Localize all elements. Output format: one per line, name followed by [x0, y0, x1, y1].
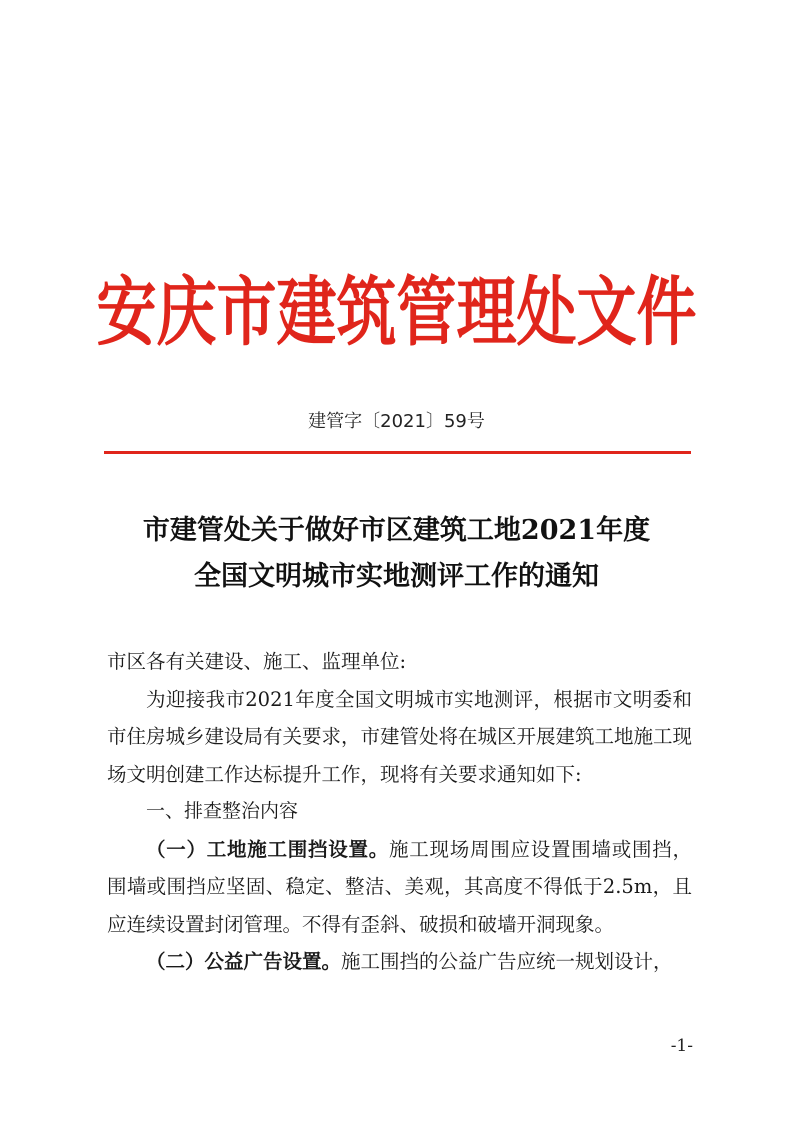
item-1-text: 施工现场周围应设置围墙或围挡，围墙或围挡应坚固、稳定、整洁、美观，其高度不得低于2.5m，且应连续设置封闭管理。不得有歪斜、破损和破墙开洞现象。: [107, 837, 692, 936]
notice-title-line-1: 市建管处关于做好市区建筑工地2021年度: [142, 515, 651, 546]
item-2-paragraph: [107, 943, 692, 981]
item-1-paragraph: [107, 831, 692, 944]
notice-title: [0, 508, 793, 600]
recipients-line: 市区各有关建设、施工、监理单位:: [107, 650, 407, 673]
page-number: -1-: [670, 1036, 693, 1056]
document-header-title: 安庆市建筑管理处文件: [96, 269, 697, 357]
item-2-text: 施工围挡的公益广告应统一规划设计，: [341, 950, 673, 973]
notice-title-line-2: 全国文明城市实地测评工作的通知: [194, 561, 599, 592]
document-body: [107, 643, 692, 981]
document-number: 建管字〔2021〕59号: [308, 411, 485, 432]
item-2-heading: （二）公益广告设置。: [146, 950, 342, 973]
header-divider-line: [104, 451, 691, 454]
item-1-heading: （一）工地施工围挡设置。: [146, 837, 389, 861]
intro-paragraph: 为迎接我市2021年度全国文明城市实地测评，根据市文明委和市住房城乡建设局有关要求，市建管处将在城区开展建筑工地施工现场文明创建工作达标提升工作，现将有关要求通知如下:: [107, 687, 693, 786]
section-heading: 一、排查整治内容: [146, 800, 299, 822]
